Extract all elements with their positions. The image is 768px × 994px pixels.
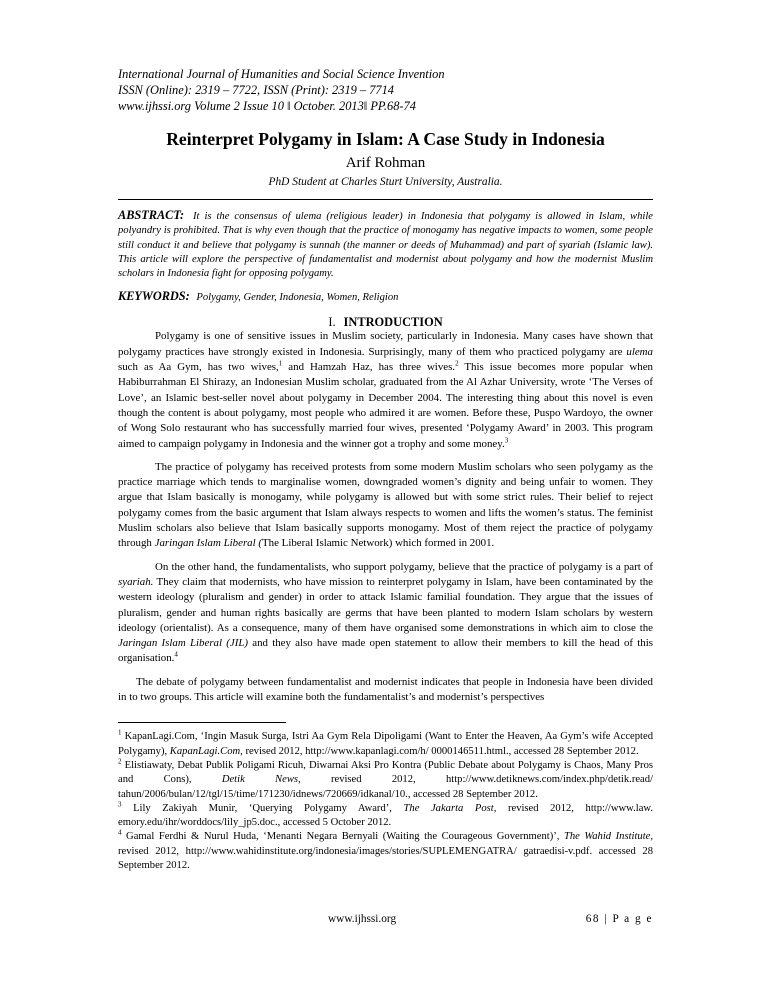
author-affiliation: PhD Student at Charles Sturt University, Australia.: [268, 176, 503, 188]
header-divider: [118, 199, 653, 200]
abstract: [118, 208, 653, 281]
footnote-ref-3[interactable]: 3: [504, 435, 509, 444]
jil-term: Jaringan Islam Liberal (: [154, 537, 263, 550]
journal-header: [118, 66, 653, 114]
journal-name: International Journal of Humanities and Social Science Invention: [118, 67, 445, 81]
abstract-label: ABSTRACT:: [118, 208, 185, 222]
section-heading-introduction: [118, 315, 653, 329]
footnotes: [118, 730, 653, 873]
paper-title: Reinterpret Polygamy in Islam: A Case Study in Indonesia: [166, 129, 605, 149]
syariah-term: syariah.: [118, 575, 154, 588]
intro-paragraph-3: On the other hand, the fundamentalists, who support polygamy, believe that the practice of polygamy is a part of syariah. They claim that modernists, who have mission to reinterpret polygamy in Islam, have been contaminated by the western ideology (pluralism and gender) in order to attack Islamic familial foundation. They argue that the issues of pluralism, gender and human rights basically are germs that have been planted to modern Islam scholars by western ideology (orientalist). As a consequence, many of them have organised some demonstrations in which aim to close the Jaringan Islam Liberal (JIL) and they also have made open statement to allow their members to kill the head of this organisation.$^4$: [118, 560, 653, 665]
footnote-4: $^4$ Gamal Ferdhi & Nurul Huda, ‘Menanti Negara Bernyali (Waiting the Courageous Government)’, The Wahid Institute, revised 2012, http://www.wahidinstitute.org/indonesia/images/stories/SUPLEMENGATRA/ gatraedisi-v.pdf. accessed 28 September 2012.: [118, 828, 653, 871]
keywords-label: KEYWORDS:: [118, 289, 190, 304]
footer-site: www.ijhssi.org: [328, 913, 397, 925]
ulema-term: ulema: [626, 345, 653, 358]
intro-paragraph-4: The debate of polygamy between fundamentalist and modernist indicates that people in Indonesia have been divided in to two groups. This article will examine both the fundamentalist’s and modernist’s perspectives: [118, 675, 653, 704]
section-number: I.: [328, 315, 336, 330]
abstract-text: It is the consensus of ulema (religious leader) in Indonesia that polygamy is allowed in Islam, while polyandry is prohibited. That is why even though that the practice of monogamy has negative impacts to women, some people still conduct it and believe that polygamy is sunnah (the manner or deeds of Muhammad) and part of syariah (Islamic law). This article will explore the perspective of fundamentalist and modernist about polygamy and how the modernist Muslim scholars in Indonesia fight for opposing polygamy.: [118, 211, 654, 280]
section-title: INTRODUCTION: [343, 315, 443, 330]
journal-volume: www.ijhssi.org Volume 2 Issue 10 ǁ October. 2013ǁ PP.68-74: [118, 99, 416, 113]
keywords-text: Polygamy, Gender, Indonesia, Women, Religion: [196, 292, 399, 304]
intro-paragraph-2: The practice of polygamy has received protests from some modern Muslim scholars who seen polygamy as the practice marriage which tends to marginalise women, downgraded women’s dignity and being unfair to women. They argue that Islam basically is monogamy, while polygamy is allowed but with some strict rules. Their belief to reject polygamy comes from the basic argument that Islam always respects to women and lifts the women’s status. The feminist Muslim scholars also believe that Islam basically supports monogamy. Most of them reject the practice of polygamy through Jaringan Islam Liberal (The Liberal Islamic Network) which formed in 2001.: [118, 460, 653, 550]
footnote-3: $^3$ Lily Zakiyah Munir, ‘Querying Polygamy Award’, The Jakarta Post, revised 2012, http://www.law. emory.edu/ihr/worddocs/lily_jp5.doc., accessed 5 October 2012.: [118, 800, 654, 829]
footnote-ref-2[interactable]: 2: [455, 359, 459, 368]
footnote-2: $^2$ Elistiawaty, Debat Publik Poligami Ricuh, Diwarnai Aksi Pro Kontra (Public Debate about Polygamy is Chaos, Many Pros and Cons), Detik News, revised 2012, http://www.detiknews.com/index.php/detik.read/ tahun/2006/bulan/12/tgl/15/time/171230/idnews/720669/idkanal/10., accessed 28 September 2012.: [118, 757, 653, 800]
keywords: [118, 289, 653, 305]
footnote-1: $^1$ KapanLagi.Com, ‘Ingin Masuk Surga, Istri Aa Gym Rela Dipoligami (Want to Enter the Heaven, Aa Gym’s wife Accepted Polygamy), KapanLagi.Com, revised 2012, http://www.kapanlagi.com/h/ 0000146511.html., accessed 28 September 2012.: [118, 728, 653, 757]
footnote-ref-4[interactable]: 4: [174, 650, 178, 659]
paper-page: [118, 66, 653, 873]
footnote-ref-1[interactable]: 1: [278, 359, 283, 368]
footnote-divider: [118, 722, 286, 723]
journal-issn: ISSN (Online): 2319 – 7722, ISSN (Print): 2319 – 7714: [118, 83, 395, 97]
jil-term-2: Jaringan Islam Liberal (JIL): [118, 637, 249, 650]
author-name: Arif Rohman: [345, 155, 426, 171]
page-number: 68 | P a g e: [585, 913, 653, 925]
intro-paragraph-1: Polygamy is one of sensitive issues in Muslim society, particularly in Indonesia. Many cases have shown that polygamy practices have strongly existed in Indonesia. Surprisingly, many of them who practiced polygamy are ulema such as Aa Gym, has two wives,$^1$ and Hamzah Haz, has three wives.$^2$ This issue becomes more popular when Habiburrahman El Shirazy, an Indonesian Muslim scholar, graduated from the Al Azhar University, wrote ‘The Verses of Love’, an Islamic best-seller novel about polygamy in December 2004. The interesting thing about this novel is even though the content is about polygamy, most people who admired it are women. Before these, Puspo Wardoyo, the owner of Wong Solo restaurant who has successfully married four wives, presented ‘Polygamy Award’ in 2003. This program aimed to campaign polygamy in Indonesia and the winner got a trophy and some money.$^3$: [118, 330, 653, 450]
